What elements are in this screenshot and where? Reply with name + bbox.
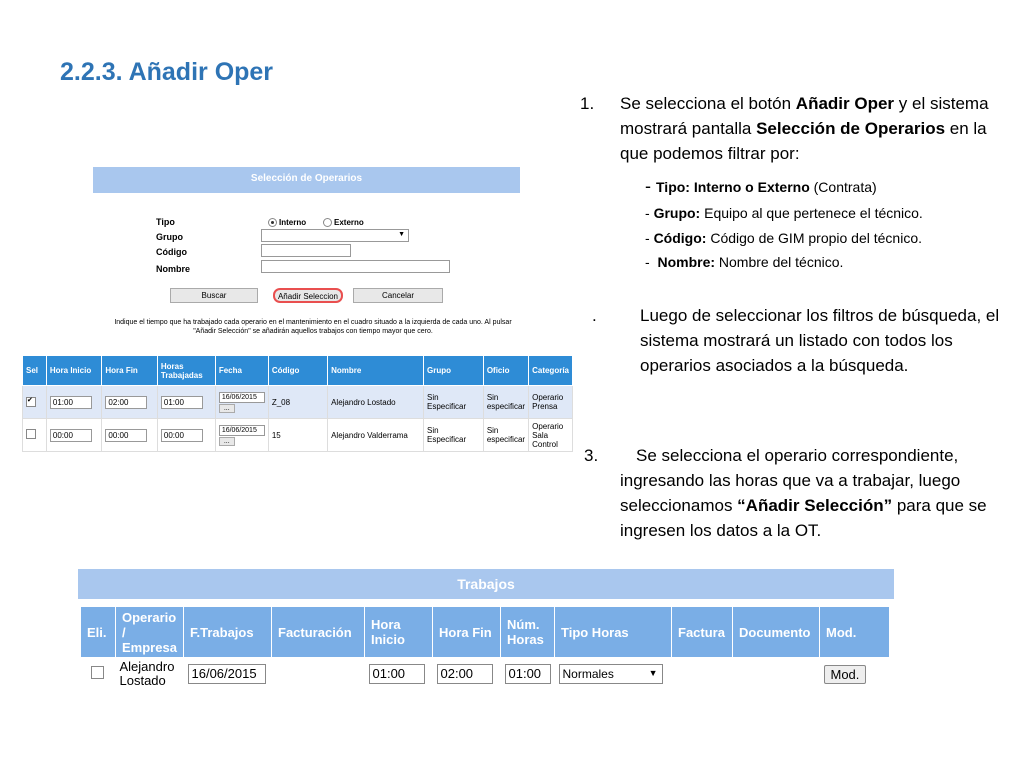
grupo-cell: Sin Especificar [423, 419, 483, 452]
col-header: Fecha [215, 356, 268, 386]
mod-button[interactable]: Mod. [824, 665, 867, 684]
horas-trabajadas-input[interactable]: 01:00 [161, 396, 203, 409]
row-select-checkbox[interactable] [26, 429, 36, 439]
col-header: Hora Inicio [365, 607, 433, 658]
col-header: Horas Trabajadas [157, 356, 215, 386]
fecha-input[interactable]: 16/06/2015 [219, 425, 265, 436]
fecha-input[interactable]: 16/06/2015 [219, 392, 265, 403]
codigo-cell: 15 [268, 419, 327, 452]
nombre-cell: Alejandro Valderrama [328, 419, 424, 452]
col-header: Operario / Empresa [116, 607, 184, 658]
filter-tipo: - Tipo: Interno o Externo (Contrata) [645, 176, 877, 196]
operators-header-row [23, 356, 573, 386]
operators-table [22, 355, 573, 452]
tipo-horas-select[interactable] [559, 664, 663, 684]
col-header: Eli. [81, 607, 116, 658]
nombre-label: Nombre [156, 264, 191, 274]
seleccion-header: Selección de Operarios [93, 167, 520, 193]
grupo-label: Grupo [156, 232, 183, 242]
col-header: Oficio [483, 356, 528, 386]
col-header: Hora Fin [433, 607, 501, 658]
chevron-down-icon: ▼ [398, 231, 405, 238]
grupo-select[interactable] [261, 229, 409, 242]
table-row [23, 419, 573, 452]
hora-fin-input[interactable]: 02:00 [105, 396, 147, 409]
hora-inicio-input[interactable]: 00:00 [50, 429, 92, 442]
step-1-text: Se selecciona el botón Añadir Oper y el sistema mostrará pantalla Selección de Operarios en la que podemos filtrar por: [620, 94, 989, 163]
interno-label: Interno [279, 218, 307, 227]
hora-fin-input[interactable]: 00:00 [105, 429, 147, 442]
instructions-text: Indique el tiempo que ha trabajado cada operario en el mantenimiento en el cuadro situado a la izquierda de cada uno. Al pulsar "Añadir Selección" se añadirán aquellos trabajos con tiempo mayor que cero. [114, 319, 512, 335]
anadir-seleccion-button[interactable]: Añadir Seleccion [273, 288, 343, 303]
oficio-cell: Sin especificar [483, 419, 528, 452]
row-select-checkbox[interactable] [26, 397, 36, 407]
step-1-number: 1. [580, 94, 595, 113]
trabajos-header-row [81, 607, 890, 658]
col-header: Hora Inicio [46, 356, 102, 386]
hora-inicio-input[interactable]: 01:00 [50, 396, 92, 409]
table-row [23, 386, 573, 419]
seleccion-operarios-panel [93, 167, 520, 342]
col-header: Documento [733, 607, 820, 658]
cancelar-button[interactable]: Cancelar [353, 288, 443, 303]
filter-grupo: - Grupo: Equipo al que pertenece el técnico. [645, 205, 923, 221]
col-header: Tipo Horas [555, 607, 672, 658]
nombre-cell: Alejandro Lostado [328, 386, 424, 419]
horas-trabajadas-input[interactable]: 00:00 [161, 429, 203, 442]
codigo-label: Código [156, 247, 187, 257]
col-header: Mod. [820, 607, 890, 658]
hora-fin-input[interactable]: 02:00 [437, 664, 493, 684]
trabajos-header: Trabajos [78, 569, 894, 599]
externo-label: Externo [334, 218, 364, 227]
grupo-cell: Sin Especificar [423, 386, 483, 419]
step-2-number: . [592, 306, 597, 325]
col-header: Categoría [529, 356, 573, 386]
hora-inicio-input[interactable]: 01:00 [369, 664, 425, 684]
tipo-label: Tipo [156, 217, 175, 227]
filter-nombre: - Nombre: Nombre del técnico. [645, 254, 844, 270]
step-2-text: Luego de seleccionar los filtros de búsqueda, el sistema mostrará un listado con todos los operarios asociados a la búsqueda. [640, 306, 1000, 375]
nombre-input[interactable] [261, 260, 450, 273]
chevron-down-icon: ▼ [648, 668, 658, 678]
table-row [81, 658, 890, 691]
trabajos-table [80, 606, 890, 690]
date-picker-button[interactable]: ... [219, 437, 235, 446]
eliminar-checkbox[interactable] [91, 666, 104, 679]
tipo-interno-radio[interactable] [268, 218, 277, 227]
categoria-cell: Operario Sala Control [529, 419, 573, 452]
categoria-cell: Operario Prensa [529, 386, 573, 419]
col-header: Facturación [272, 607, 365, 658]
page-title: 2.2.3. Añadir Oper [60, 58, 274, 86]
col-header: Núm. Horas [501, 607, 555, 658]
codigo-input[interactable] [261, 244, 351, 257]
tipo-horas-value: Normales [562, 667, 614, 681]
col-header: Nombre [328, 356, 424, 386]
fecha-trabajo-input[interactable]: 16/06/2015 [188, 664, 266, 684]
col-header: F.Trabajos [184, 607, 272, 658]
codigo-cell: Z_08 [268, 386, 327, 419]
col-header: Factura [672, 607, 733, 658]
col-header: Sel [23, 356, 47, 386]
step-3-text: Se selecciona el operario correspondiente, ingresando las horas que va a trabajar, luego seleccionamos “Añadir Selección” para que se ingresen los datos a la OT. [620, 446, 987, 540]
col-header: Hora Fin [102, 356, 158, 386]
operario-cell: Alejandro Lostado [119, 659, 175, 688]
oficio-cell: Sin especificar [483, 386, 528, 419]
filter-codigo: - Código: Código de GIM propio del técnico. [645, 230, 923, 246]
buscar-button[interactable]: Buscar [170, 288, 258, 303]
step-3-number: 3. [584, 446, 599, 465]
date-picker-button[interactable]: ... [219, 404, 235, 413]
tipo-externo-radio[interactable] [323, 218, 332, 227]
col-header: Código [268, 356, 327, 386]
col-header: Grupo [423, 356, 483, 386]
num-horas-input[interactable]: 01:00 [505, 664, 551, 684]
